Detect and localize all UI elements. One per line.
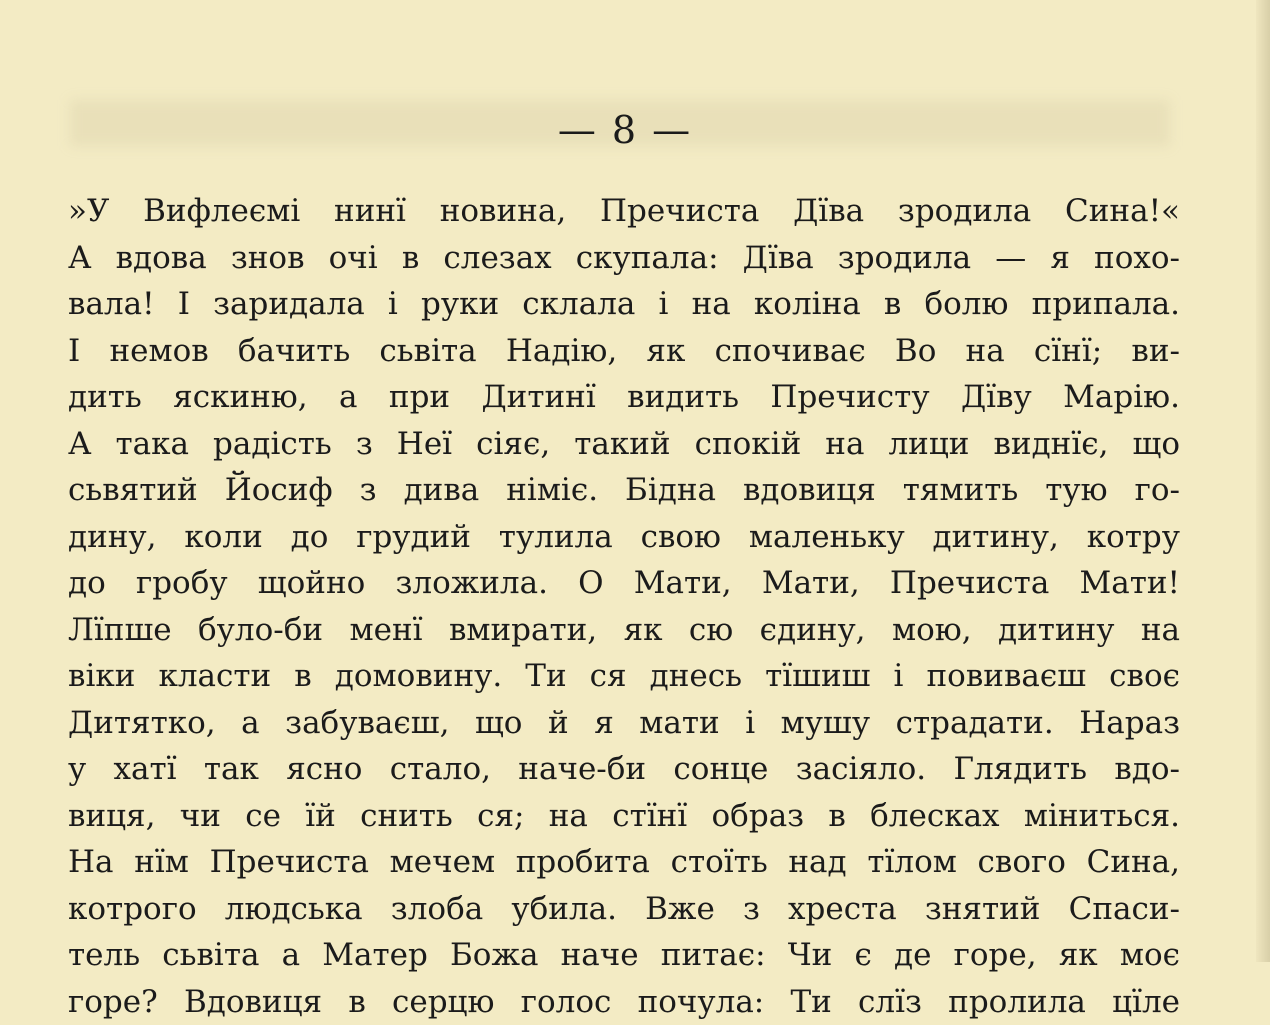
text-line: І немов бачить сьвіта Надію, як спочиває Во на сїнї; ви- <box>68 328 1180 375</box>
text-line: віки класти в домовину. Ти ся днесь тїшиш і повиваєш своє <box>68 653 1180 700</box>
text-line: На нїм Пречиста мечем пробита стоїть над тїлом свого Сина, <box>68 839 1180 886</box>
text-line: А вдова знов очі в слезах скупала: Дїва зродила — я похо- <box>68 235 1180 282</box>
text-line: Лїпше було-би менї вмирати, як сю єдину, мою, дитину на <box>68 607 1180 654</box>
text-line: виця, чи се їй снить ся; на стїнї образ в блесках міниться. <box>68 793 1180 840</box>
text-line: »У Вифлеємі нинї новина, Пречиста Дїва зродила Сина!« <box>68 188 1180 235</box>
text-line: вала! І заридала і руки склала і на коліна в болю припала. <box>68 281 1180 328</box>
text-line: дить яскиню, а при Дитинї видить Пречисту Дїву Марію. <box>68 374 1180 421</box>
text-line: тель сьвіта а Матер Божа наче питає: Чи є де горе, як моє <box>68 932 1180 979</box>
text-line: сьвятий Йосиф з дива німіє. Бідна вдовиця тямить тую го- <box>68 467 1180 514</box>
text-line: горе? Вдовиця в серцю голос почула: Ти слїз пролила цїле <box>68 979 1180 1025</box>
text-line: Дитятко, а забуваєш, що й я мати і мушу страдати. Нараз <box>68 700 1180 747</box>
body-text <box>68 188 1180 1025</box>
text-line: А така радість з Неї сіяє, такий спокій на лици виднїє, що <box>68 421 1180 468</box>
text-line: до гробу щойно зложила. О Мати, Мати, Пречиста Мати! <box>68 560 1180 607</box>
page-edge-shadow <box>1256 0 1270 962</box>
page-number: — 8 — <box>0 108 1250 152</box>
text-line: котрого людська злоба убила. Вже з хреста знятий Спаси- <box>68 886 1180 933</box>
text-line: у хатї так ясно стало, наче-би сонце засіяло. Глядить вдо- <box>68 746 1180 793</box>
text-line: дину, коли до грудий тулила свою маленьку дитину, котру <box>68 514 1180 561</box>
